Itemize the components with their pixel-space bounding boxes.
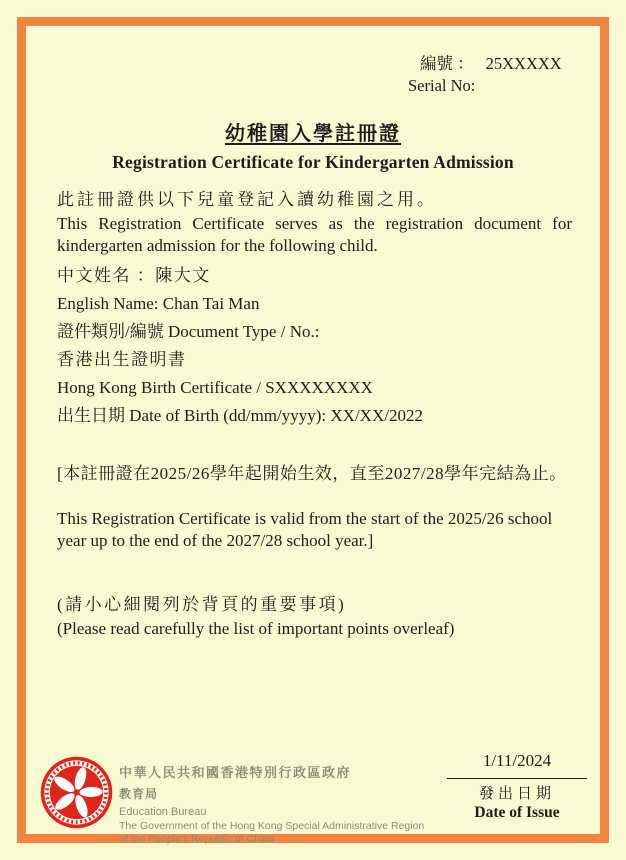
issue-date-label-chinese: 發出日期 <box>478 786 555 802</box>
title-chinese: 幼稚園入學註冊證 <box>225 123 401 145</box>
gov-name-english-line2: of the People's Republic of China <box>119 833 274 845</box>
validity-section <box>57 459 577 551</box>
document-type-english: Hong Kong Birth Certificate / SXXXXXXXX <box>57 378 373 397</box>
issue-date-value: 1/11/2024 <box>482 751 552 770</box>
document-type-chinese: 香港出生證明書 <box>57 350 187 369</box>
intro-chinese: 此註冊證供以下兒童登記入讀幼稚園之用。 <box>57 190 437 209</box>
child-info-section <box>57 262 573 430</box>
child-name-chinese: 中文姓名 ：陳大文 <box>57 266 211 285</box>
issue-date-label-english: Date of Issue <box>474 804 560 821</box>
gov-name-chinese: 中華人民共和國香港特別行政區政府 <box>119 765 352 780</box>
issue-date-rule <box>447 778 587 779</box>
serial-label-en: Serial No: <box>408 76 476 95</box>
serial-value: 25XXXXX <box>485 54 562 73</box>
gov-name-english-line1: The Government of the Hong Kong Special Administrative Region <box>119 820 425 832</box>
intro-paragraph <box>57 185 572 256</box>
date-of-birth: 出生日期 Date of Birth (dd/mm/yyyy): XX/XX/2022 <box>57 406 423 425</box>
date-of-issue-block <box>447 751 587 822</box>
title-english: Registration Certificate for Kindergarten Admission <box>112 152 514 172</box>
bureau-name-chinese: 教育局 <box>119 787 159 801</box>
government-signature-block <box>119 762 424 846</box>
intro-english: This Registration Certificate serves as the registration document for kindergarten admission for the following child. <box>57 214 572 255</box>
notes-chinese: (請小心細閱列於背頁的重要事項) <box>57 595 347 614</box>
validity-chinese: [本註冊證在2025/26學年起開始生效，直至2027/28學年完結為止。 <box>57 464 567 483</box>
bureau-name-english: Education Bureau <box>119 806 207 818</box>
serial-label-zh: 編號 ： <box>420 54 474 73</box>
important-notes-section <box>57 590 577 639</box>
serial-number-block <box>408 53 562 97</box>
hksar-emblem-icon <box>40 756 113 829</box>
notes-english: (Please read carefully the list of important points overleaf) <box>57 619 455 638</box>
document-type-label: 證件類別/編號 Document Type / No.: <box>57 322 320 341</box>
certificate-title <box>0 117 626 173</box>
validity-english: This Registration Certificate is valid from the start of the 2025/26 school year up to the end of the 2027/28 school year.] <box>57 509 553 550</box>
child-name-english: English Name: Chan Tai Man <box>57 294 260 313</box>
